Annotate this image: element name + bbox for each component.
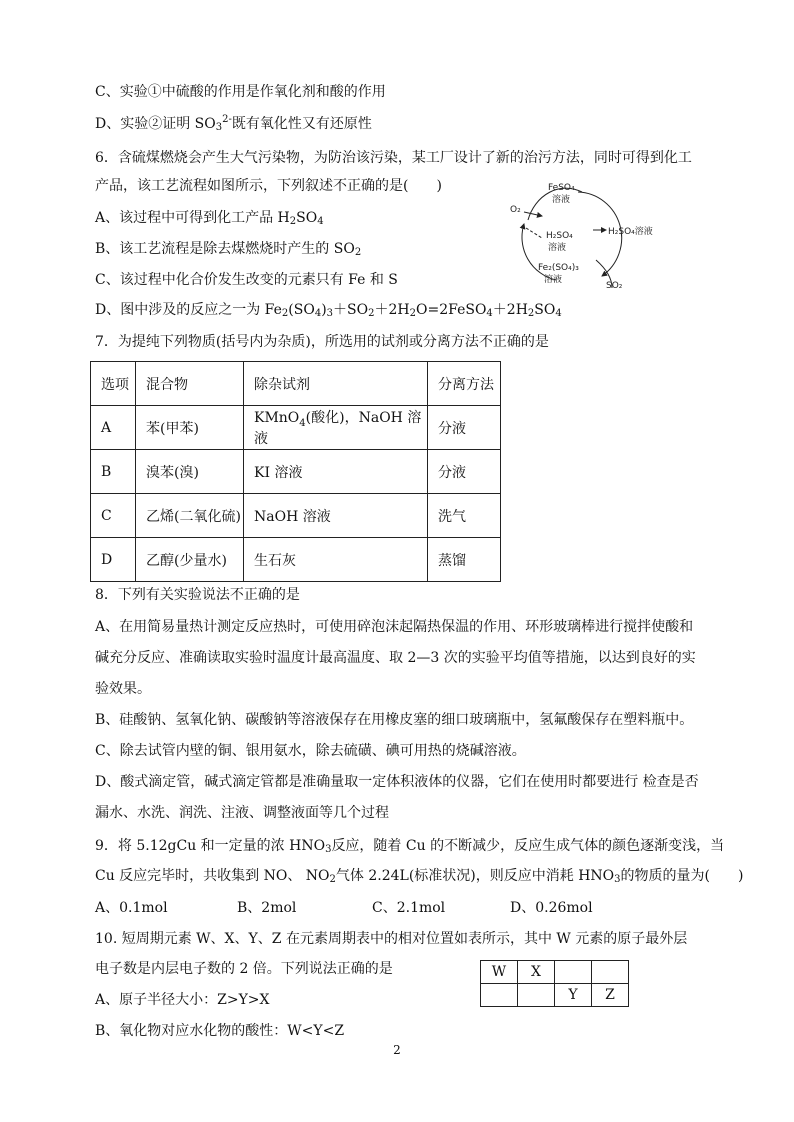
q9-option-b: B、2mol [237, 900, 297, 916]
q7-stem: 7．为提纯下列物质(括号内为杂质)，所选用的试剂或分离方法不正确的是 [95, 334, 549, 350]
table-row [481, 961, 629, 984]
table-cell: 洗气 [428, 494, 501, 538]
table-cell: Z [592, 984, 629, 1007]
q9-stem-line2: Cu 反应完毕时，共收集到 NO、 $NO_2$气体 2.24L(标准状况)，则反应中消耗 $HNO_3$的物质的量为( ) [95, 868, 744, 885]
table-cell: A [91, 406, 136, 450]
q10-stem-line2: 电子数是内层电子数的 2 倍。下列说法正确的是 [95, 961, 393, 977]
table-header-cell: 分离方法 [428, 362, 501, 406]
table-cell [592, 961, 629, 984]
page-number: 2 [393, 1043, 401, 1057]
q8-option-a-line2: 碱充分反应、准确读取实验时温度计最高温度、取 2—3 次的实验平均值等措施，以达到良好的实 [95, 650, 696, 666]
diagram-label-right-product: H₂SO₄溶液 [608, 227, 653, 237]
periodic-position-table [480, 960, 629, 1007]
table-cell: NaOH 溶液 [244, 494, 428, 538]
diagram-label-fe2so43: Fe₂(SO₄)₃ [538, 263, 579, 273]
table-header-cell: 混合物 [136, 362, 244, 406]
q6-stem-line2: 产品，该工艺流程如图所示，下列叙述不正确的是( ) [95, 178, 442, 194]
table-row [91, 494, 501, 538]
diagram-label-o2: O₂ [510, 205, 521, 215]
table-cell: W [481, 961, 518, 984]
q8-stem: 8．下列有关实验说法不正确的是 [95, 587, 300, 603]
table-cell: 生石灰 [244, 538, 428, 582]
table-cell: C [91, 494, 136, 538]
table-cell [555, 961, 592, 984]
table-cell: KMnO$_4$(酸化)，NaOH 溶液 [244, 406, 428, 450]
q6-option-d: D、图中涉及的反应之一为 $Fe_2(SO_4)_3+SO_2+2H_2O=2FeSO_4+2H_2SO_4$ [95, 302, 562, 319]
table-header-row [91, 362, 501, 406]
table-row [91, 538, 501, 582]
table-cell: B [91, 450, 136, 494]
q9-option-c: C、2.1mol [372, 900, 446, 916]
q9-option-d: D、0.26mol [510, 900, 593, 916]
table-cell: 苯(甲苯) [136, 406, 244, 450]
q7-table [90, 361, 501, 582]
diagram-label-so2: SO₂ [606, 281, 623, 291]
q8-option-a-line1: A、在用简易量热计测定反应热时，可使用碎泡沫起隔热保温的作用、环形玻璃棒进行搅拌使酸和 [95, 619, 694, 635]
diagram-label-feso4: FeSO₄ [548, 183, 575, 193]
o2-input-arrow [524, 212, 542, 216]
table-cell: Y [555, 984, 592, 1007]
q9-stem-line1: 9．将 5.12gCu 和一定量的浓 $HNO_3$反应，随着 Cu 的不断减少，反应生成气体的颜色逐渐变浅，当 [95, 838, 725, 855]
diagram-label-h2so4: H₂SO₄ [546, 231, 573, 241]
q6-option-c: C、该过程中化合价发生改变的元素只有 Fe 和 S [95, 272, 398, 288]
q6-option-b: B、该工艺流程是除去煤燃烧时产生的 $SO_2$ [95, 241, 362, 258]
table-row [91, 406, 501, 450]
q6-stem-line1: 6．含硫煤燃烧会产生大气污染物，为防治该污染，某工厂设计了新的治污方法，同时可得到化工 [95, 150, 692, 166]
q5-option-c: C、实验①中硫酸的作用是作氧化剂和酸的作用 [95, 84, 386, 100]
table-cell [518, 984, 555, 1007]
table-cell: 分液 [428, 406, 501, 450]
q5-option-d: D、实验②证明 $SO_3^{2-}$既有氧化性又有还原性 [95, 114, 372, 133]
q10-option-b: B、氧化物对应水化物的酸性：W<Y<Z [95, 1023, 345, 1039]
diagram-label-h2so4-state: 溶液 [548, 243, 567, 253]
table-header-cell: 除杂试剂 [244, 362, 428, 406]
table-cell: 蒸馏 [428, 538, 501, 582]
table-cell: D [91, 538, 136, 582]
q6-option-a: A、该过程中可得到化工产品 $H_2SO_4$ [95, 210, 324, 227]
q9-option-a: A、0.1mol [95, 900, 168, 916]
table-cell: 乙醇(少量水) [136, 538, 244, 582]
q8-option-c: C、除去试管内壁的铜、银用氨水，除去硫磺、碘可用热的烧碱溶液。 [95, 743, 526, 759]
diagram-label-feso4-state: 溶液 [552, 195, 571, 205]
q10-stem-line1: 10. 短周期元素 W、X、Y、Z 在元素周期表中的相对位置如表所示，其中 W 元素的原子最外层 [95, 931, 688, 947]
table-cell: 溴苯(溴) [136, 450, 244, 494]
table-cell [481, 984, 518, 1007]
table-cell: X [518, 961, 555, 984]
q8-option-d-line1: D、酸式滴定管，碱式滴定管都是准确量取一定体积液体的仪器，它们在使用时都要进行 检查是否 [95, 774, 699, 790]
process-cycle-diagram [500, 180, 700, 300]
q8-option-a-line3: 验效果。 [95, 681, 151, 697]
q8-option-d-line2: 漏水、水洗、润洗、注液、调整液面等几个过程 [95, 805, 389, 821]
table-header-cell: 选项 [91, 362, 136, 406]
inner-arrow [526, 228, 542, 238]
q10-option-a: A、原子半径大小：Z>Y>X [95, 992, 270, 1008]
table-row [481, 984, 629, 1007]
diagram-label-fe2so43-state: 溶液 [544, 275, 563, 285]
table-cell: 分液 [428, 450, 501, 494]
q8-option-b: B、硅酸钠、氢氧化钠、碳酸钠等溶液保存在用橡皮塞的细口玻璃瓶中，氢氟酸保存在塑料瓶中。 [95, 712, 694, 728]
table-cell: 乙烯(二氧化硫) [136, 494, 244, 538]
table-cell: KI 溶液 [244, 450, 428, 494]
table-row [91, 450, 501, 494]
